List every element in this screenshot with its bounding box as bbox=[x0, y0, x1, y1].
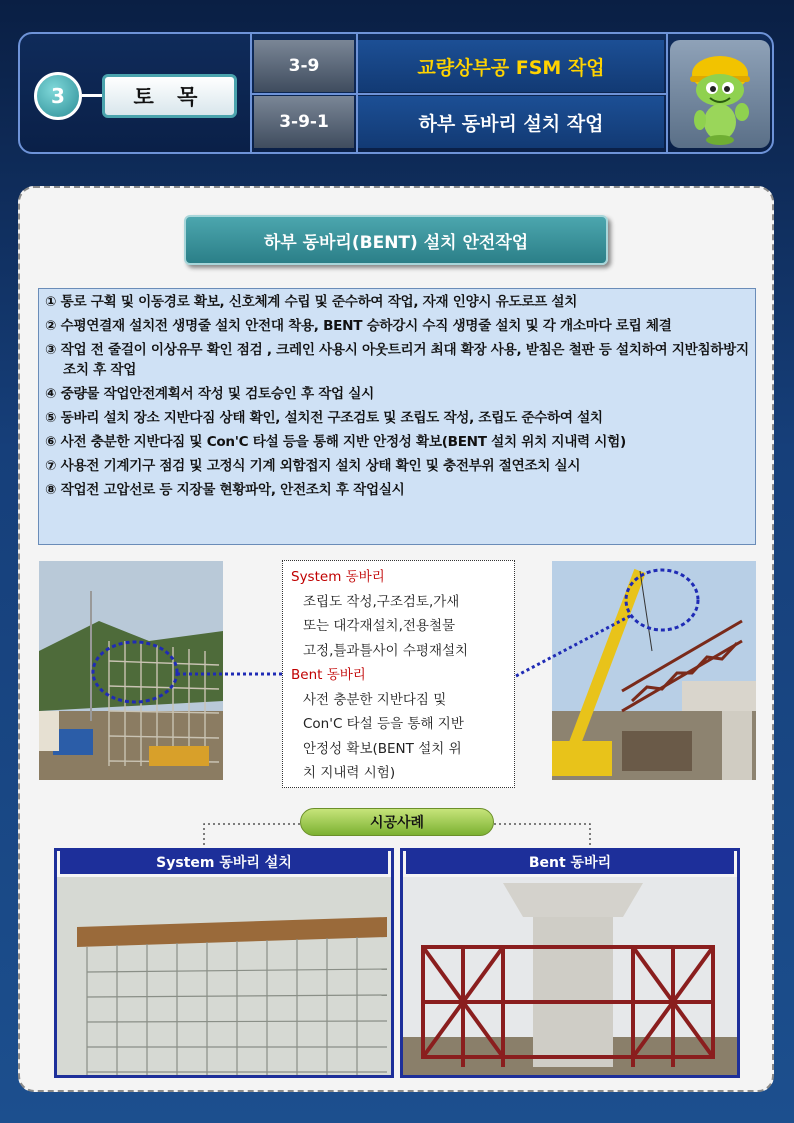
system-line: 고정,틀과틀사이 수평재설치 bbox=[303, 642, 469, 659]
bent-line: 안정성 확보(BENT 설치 위 bbox=[303, 740, 462, 757]
mascot-icon bbox=[670, 40, 770, 148]
system-line: 또는 대각재설치,전용철물 bbox=[303, 618, 456, 634]
caption-system: System 동바리 설치 bbox=[60, 850, 388, 874]
system-example-photo bbox=[54, 848, 394, 1078]
rule-item: ③ 작업 전 줄걸이 이상유무 확인 점검 , 크레인 사용시 아웃트리거 최대 확장 사용, 받침은 철판 등 설치하여 지반침하방지조치 후 작업 bbox=[45, 342, 749, 378]
section-number-badge: 3 bbox=[34, 72, 82, 120]
safety-rules-box bbox=[38, 288, 756, 545]
divider bbox=[252, 93, 666, 95]
code-main: 3-9 bbox=[254, 40, 354, 92]
rule-item: ② 수평연결재 설치전 생명줄 설치 안전대 착용, BENT 승하강시 수직 생명줄 설치 및 각 개소마다 로립 체결 bbox=[45, 318, 672, 334]
connector-line bbox=[82, 94, 104, 97]
bent-example-photo bbox=[400, 848, 740, 1078]
rule-item: ⑥ 사전 충분한 지반다짐 및 Con'C 타설 등을 통해 지반 안정성 확보(BENT 설치 위치 지내력 시험) bbox=[45, 434, 626, 450]
bent-heading: Bent 동바리 bbox=[291, 667, 366, 683]
system-line: 조립도 작성,구조검토,가새 bbox=[303, 593, 460, 610]
highlight-ellipse-left bbox=[90, 638, 290, 708]
bent-line: Con'C 타설 등을 통해 지반 bbox=[303, 716, 464, 732]
bent-line: 치 지내력 시험) bbox=[303, 765, 396, 781]
title-sub: 하부 동바리 설치 작업 bbox=[358, 96, 664, 148]
code-sub: 3-9-1 bbox=[254, 96, 354, 148]
system-heading: System 동바리 bbox=[291, 569, 385, 585]
title-main: 교량상부공 FSM 작업 bbox=[358, 40, 664, 92]
caption-bent: Bent 동바리 bbox=[406, 850, 734, 874]
divider bbox=[666, 34, 668, 152]
rule-item: ④ 중량물 작업안전계획서 작성 및 검토승인 후 작업 실시 bbox=[45, 386, 374, 402]
rule-item: ① 통로 구획 및 이동경로 확보, 신호체계 수립 및 준수하여 작업, 자재 인양시 유도로프 설치 bbox=[45, 294, 578, 310]
category-label: 토 목 bbox=[102, 74, 237, 118]
highlight-ellipse-right bbox=[512, 564, 702, 684]
rule-item: ⑦ 사용전 기계기구 점검 및 고정식 기계 외함접지 설치 상태 확인 및 충전부위 절연조치 실시 bbox=[45, 458, 581, 474]
examples-label: 시공사례 bbox=[300, 808, 494, 836]
rule-item: ⑤ 동바리 설치 장소 지반다짐 상태 확인, 설치전 구조검토 및 조립도 작성, 조립도 준수하여 설치 bbox=[45, 410, 603, 426]
rule-item: ⑧ 작업전 고압선로 등 지장물 현황파악, 안전조치 후 작업실시 bbox=[45, 482, 405, 498]
description-box bbox=[282, 560, 515, 788]
section-title: 하부 동바리(BENT) 설치 안전작업 bbox=[184, 215, 608, 265]
page-header bbox=[18, 32, 774, 154]
bent-line: 사전 충분한 지반다짐 및 bbox=[303, 691, 447, 708]
category-block bbox=[20, 34, 252, 152]
